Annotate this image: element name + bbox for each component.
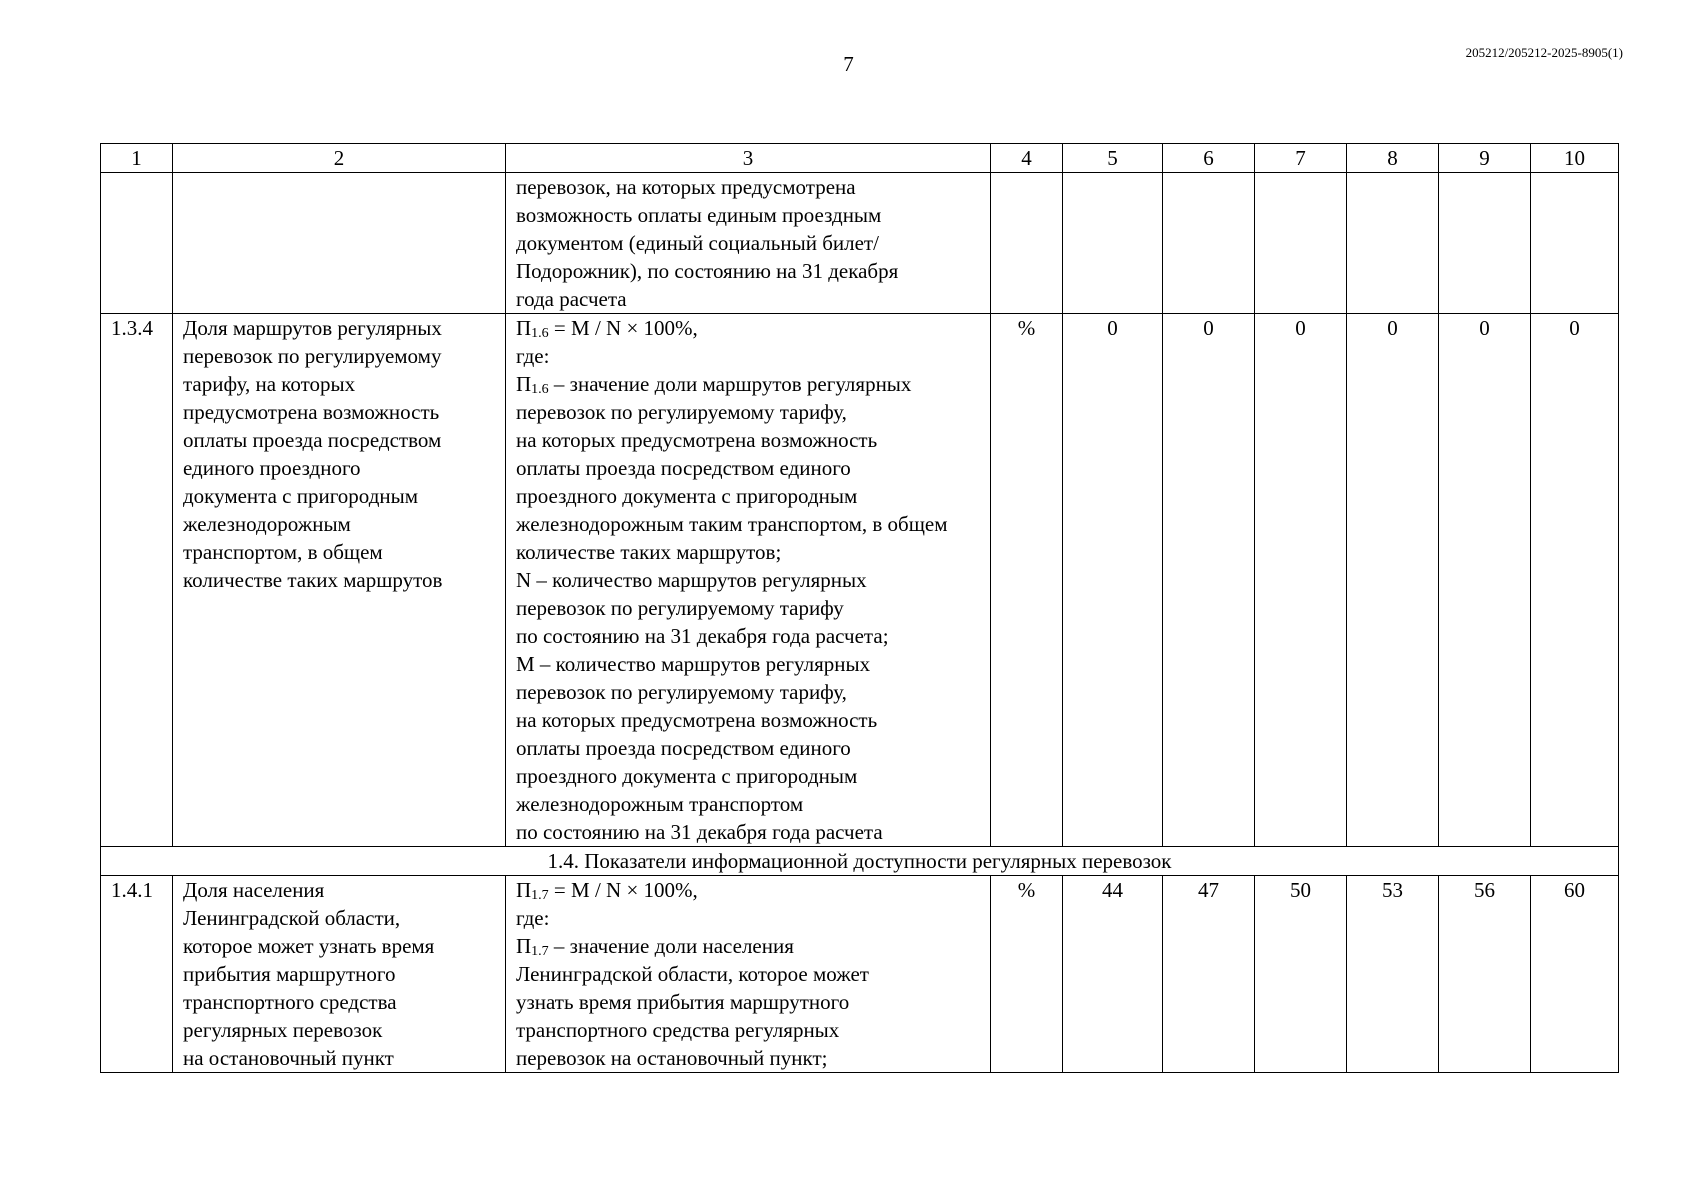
formula-definition: $П_{1.7}$ – значение доли населения (516, 934, 794, 959)
header-col-3: 3 (506, 144, 991, 173)
header-col-7: 7 (1255, 144, 1347, 173)
cell-value: 60 (1531, 876, 1619, 1073)
cell-name (173, 876, 506, 1073)
cell-num (101, 173, 173, 314)
header-col-5: 5 (1063, 144, 1163, 173)
formula-head: $П_{1.6} = M / N \times 100\%$, (516, 316, 698, 341)
cell-value: 53 (1347, 876, 1439, 1073)
formula-line: проездного документа с пригородным (516, 764, 858, 788)
section-heading-1-4: 1.4. Показатели информационной доступности регулярных перевозок (101, 847, 1619, 876)
cell-value: 0 (1439, 314, 1531, 847)
cell-formula (506, 173, 991, 314)
cell-value: 44 (1063, 876, 1163, 1073)
formula-line: документом (единый социальный билет/ (516, 231, 879, 255)
document-id: 205212/205212-2025-8905(1) (1465, 45, 1623, 60)
cell-name (173, 314, 506, 847)
cell-formula (506, 876, 991, 1073)
formula-line: узнать время прибытия маршрутного (516, 990, 850, 1014)
formula-line: на которых предусмотрена возможность (516, 428, 878, 452)
formula-line: M – количество маршрутов регулярных (516, 652, 871, 676)
formula-where: где: (516, 906, 550, 930)
cell-value: 0 (1347, 314, 1439, 847)
header-col-1: 1 (101, 144, 173, 173)
cell-unit: % (991, 876, 1063, 1073)
name-line: транспортом, в общем (183, 540, 383, 564)
cell-unit (991, 173, 1063, 314)
formula-line: по состоянию на 31 декабря года расчета; (516, 624, 889, 648)
header-col-2: 2 (173, 144, 506, 173)
formula-line: проездного документа с пригородным (516, 484, 858, 508)
cell-value (1347, 173, 1439, 314)
formula-line: возможность оплаты единым проездным (516, 203, 882, 227)
formula-line: Ленинградской области, которое может (516, 962, 869, 986)
name-line: Доля населения (183, 878, 325, 902)
cell-value: 50 (1255, 876, 1347, 1073)
name-line: Ленинградской области, (183, 906, 401, 930)
formula-line: оплаты проезда посредством единого (516, 736, 851, 760)
cell-value: 56 (1439, 876, 1531, 1073)
header-col-8: 8 (1347, 144, 1439, 173)
name-line: которое может узнать время (183, 934, 435, 958)
formula-line: перевозок по регулируемому тарифу, (516, 680, 847, 704)
cell-formula (506, 314, 991, 847)
table-row-1-3-4 (101, 314, 1619, 847)
cell-value (1439, 173, 1531, 314)
table-row-1-4-1 (101, 876, 1619, 1073)
formula-line: количестве таких маршрутов; (516, 540, 782, 564)
cell-value: 0 (1531, 314, 1619, 847)
header-col-6: 6 (1163, 144, 1255, 173)
table-header-row (101, 144, 1619, 173)
table-row-continuation (101, 173, 1619, 314)
cell-value: 0 (1063, 314, 1163, 847)
cell-value: 0 (1163, 314, 1255, 847)
formula-line: железнодорожным транспортом (516, 792, 804, 816)
name-line: Доля маршрутов регулярных (183, 316, 442, 340)
formula-line: перевозок по регулируемому тарифу (516, 596, 844, 620)
formula-line: на которых предусмотрена возможность (516, 708, 878, 732)
cell-value (1531, 173, 1619, 314)
formula-definition: $П_{1.6}$ – значение доли маршрутов регулярных (516, 372, 912, 397)
formula-where: где: (516, 344, 550, 368)
name-line: единого проездного (183, 456, 361, 480)
formula-line: оплаты проезда посредством единого (516, 456, 851, 480)
header-col-4: 4 (991, 144, 1063, 173)
formula-line: перевозок по регулируемому тарифу, (516, 400, 847, 424)
name-line: железнодорожным (183, 512, 351, 536)
cell-value: 47 (1163, 876, 1255, 1073)
formula-line: перевозок на остановочный пункт; (516, 1046, 828, 1070)
cell-value (1163, 173, 1255, 314)
formula-line: железнодорожным таким транспортом, в общем (516, 512, 948, 536)
cell-num: 1.3.4 (101, 314, 173, 847)
cell-value: 0 (1255, 314, 1347, 847)
header-col-9: 9 (1439, 144, 1531, 173)
formula-line: Подорожник), по состоянию на 31 декабря (516, 259, 899, 283)
formula-line: транспортного средства регулярных (516, 1018, 840, 1042)
header-col-10: 10 (1531, 144, 1619, 173)
name-line: документа с пригородным (183, 484, 419, 508)
name-line: оплаты проезда посредством (183, 428, 442, 452)
cell-value (1063, 173, 1163, 314)
formula-line: по состоянию на 31 декабря года расчета (516, 820, 883, 844)
page-number: 7 (843, 52, 854, 76)
name-line: количестве таких маршрутов (183, 568, 443, 592)
name-line: транспортного средства (183, 990, 397, 1014)
name-line: предусмотрена возможность (183, 400, 440, 424)
cell-unit: % (991, 314, 1063, 847)
table-section-row (101, 847, 1619, 876)
cell-name (173, 173, 506, 314)
cell-value (1255, 173, 1347, 314)
name-line: на остановочный пункт (183, 1046, 394, 1070)
formula-line: N – количество маршрутов регулярных (516, 568, 867, 592)
formula-line: перевозок, на которых предусмотрена (516, 175, 856, 199)
name-line: перевозок по регулируемому (183, 344, 442, 368)
name-line: прибытия маршрутного (183, 962, 396, 986)
indicators-table (100, 143, 1619, 1073)
formula-head: $П_{1.7} = M / N \times 100\%$, (516, 878, 698, 903)
name-line: тарифу, на которых (183, 372, 356, 396)
name-line: регулярных перевозок (183, 1018, 383, 1042)
formula-line: года расчета (516, 287, 627, 311)
cell-num: 1.4.1 (101, 876, 173, 1073)
